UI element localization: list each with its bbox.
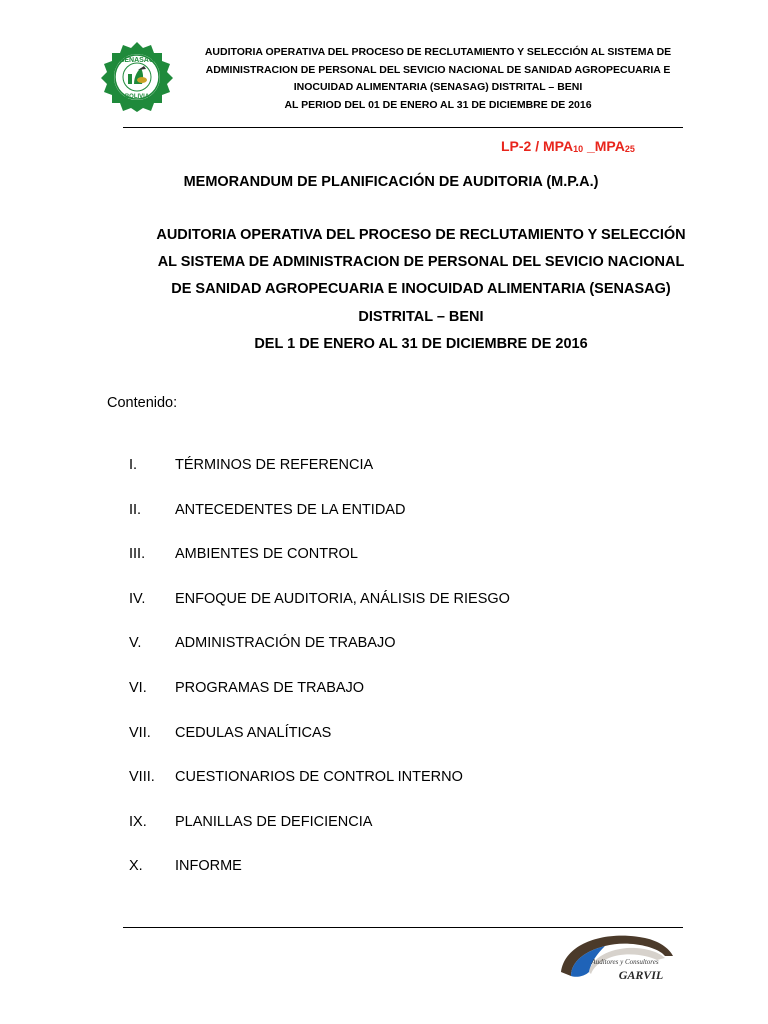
list-item-text: ADMINISTRACIÓN DE TRABAJO bbox=[175, 635, 396, 652]
audit-title-block bbox=[60, 222, 768, 358]
seal-top-text: SENASAG bbox=[119, 57, 155, 64]
list-item bbox=[0, 635, 768, 680]
audit-title-line: DISTRITAL – BENI bbox=[358, 308, 484, 325]
list-item bbox=[0, 814, 768, 859]
list-item-text: CUESTIONARIOS DE CONTROL INTERNO bbox=[175, 769, 463, 786]
contents-list bbox=[0, 457, 768, 903]
reference-mid: _MPA bbox=[583, 138, 625, 154]
memo-title: MEMORANDUM DE PLANIFICACIÓN DE AUDITORIA (M.P.A.) bbox=[183, 174, 599, 190]
reference-code bbox=[501, 138, 635, 154]
header-divider bbox=[123, 127, 683, 128]
list-item-number: X. bbox=[129, 858, 143, 875]
list-item bbox=[0, 502, 768, 547]
list-item-text: ANTECEDENTES DE LA ENTIDAD bbox=[175, 501, 406, 518]
reference-prefix: LP-2 / MPA bbox=[501, 138, 574, 154]
list-item-number: III. bbox=[129, 546, 146, 563]
audit-title-line: DEL 1 DE ENERO AL 31 DE DICIEMBRE DE 2016 bbox=[254, 335, 588, 352]
garvil-script-text: Auditores y Consultores bbox=[591, 958, 659, 966]
list-item-text: CEDULAS ANALÍTICAS bbox=[175, 724, 332, 741]
list-item-number: VI. bbox=[129, 679, 147, 696]
list-item-text: AMBIENTES DE CONTROL bbox=[175, 546, 358, 563]
header-line: ADMINISTRACION DE PERSONAL DEL SEVICIO NACIONAL DE SANIDAD AGROPECUARIA E bbox=[205, 63, 671, 76]
header-title-block bbox=[190, 44, 686, 114]
header-line: AUDITORIA OPERATIVA DEL PROCESO DE RECLUTAMIENTO Y SELECCIÓN AL SISTEMA DE bbox=[204, 46, 672, 58]
reference-sub-1: 10 bbox=[573, 144, 584, 154]
list-item bbox=[0, 546, 768, 591]
audit-title-line: DE SANIDAD AGROPECUARIA E INOCUIDAD ALIMENTARIA (SENASAG) bbox=[171, 281, 671, 298]
list-item-text: ENFOQUE DE AUDITORIA, ANÁLISIS DE RIESGO bbox=[175, 590, 510, 607]
list-item bbox=[0, 858, 768, 903]
senasag-logo-icon bbox=[97, 40, 177, 112]
list-item-text: TÉRMINOS DE REFERENCIA bbox=[175, 457, 374, 473]
list-item bbox=[0, 725, 768, 770]
list-item bbox=[0, 769, 768, 814]
garvil-logo-icon bbox=[557, 928, 677, 986]
list-item bbox=[0, 591, 768, 636]
list-item-number: IV. bbox=[129, 590, 146, 607]
list-item-number: VIII. bbox=[129, 769, 155, 786]
garvil-brand-text: GARVIL bbox=[618, 968, 664, 982]
list-item-number: VII. bbox=[129, 724, 151, 741]
list-item bbox=[0, 457, 768, 502]
audit-title-line: AUDITORIA OPERATIVA DEL PROCESO DE RECLUTAMIENTO Y SELECCIÓN bbox=[156, 227, 686, 243]
seal-bottom-text: BOLIVIA bbox=[124, 94, 150, 100]
list-item-text: INFORME bbox=[175, 858, 242, 875]
list-item-number: V. bbox=[129, 635, 142, 652]
header-line: AL PERIOD DEL 01 DE ENERO AL 31 DE DICIEMBRE DE 2016 bbox=[284, 98, 592, 111]
list-item-number: I. bbox=[129, 457, 138, 473]
list-item bbox=[0, 680, 768, 725]
header-line: INOCUIDAD ALIMENTARIA (SENASAG) DISTRITAL – BENI bbox=[293, 81, 583, 93]
list-item-text: PROGRAMAS DE TRABAJO bbox=[175, 679, 365, 696]
contents-label: Contenido: bbox=[107, 395, 178, 411]
list-item-number: II. bbox=[129, 501, 142, 518]
reference-sub-2: 25 bbox=[624, 144, 635, 154]
audit-title-line: AL SISTEMA DE ADMINISTRACION DE PERSONAL DEL SEVICIO NACIONAL bbox=[157, 254, 685, 271]
list-item-text: PLANILLAS DE DEFICIENCIA bbox=[175, 813, 373, 830]
list-item-number: IX. bbox=[129, 813, 147, 830]
